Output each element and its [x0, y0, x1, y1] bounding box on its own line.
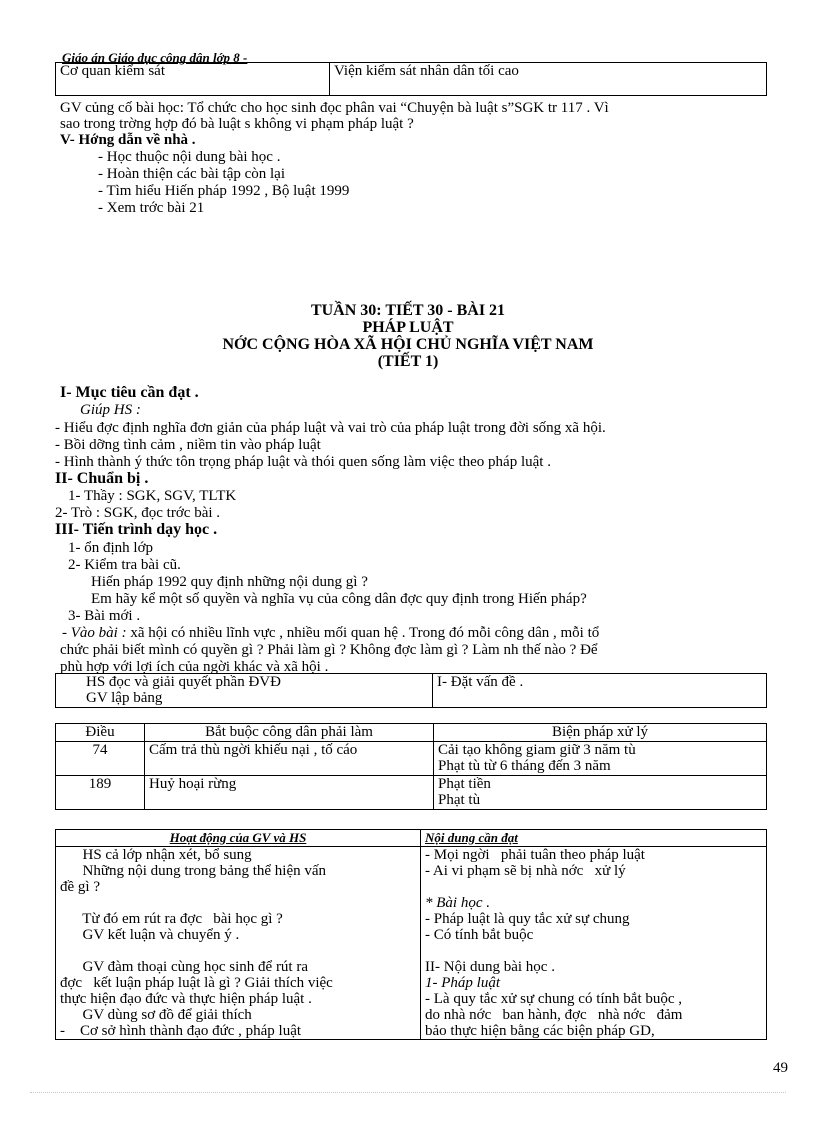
- lesson-title: TUẦN 30: TIẾT 30 - BÀI 21: [310, 302, 506, 319]
- page-footer-divider: [30, 1092, 786, 1093]
- review-question: Em hãy kể một số quyền và nghĩa vụ của công dân đợc quy định trong Hiến pháp?: [91, 591, 587, 607]
- law-measure: Phạt tiền: [438, 776, 491, 792]
- page-header: Giáo án Giáo dục công dân lớp 8 -: [62, 50, 248, 65]
- law-header: Bắt buộc công dân phải làm: [145, 724, 434, 742]
- law-table: [55, 723, 767, 810]
- homework-item: - Hoàn thiện các bài tập còn lại: [98, 166, 286, 182]
- activity-line: 1- Pháp luật: [425, 975, 500, 991]
- activity-line: đề gì ?: [60, 879, 100, 895]
- activity-line: [425, 943, 762, 959]
- law-measure: Phạt tù: [438, 792, 481, 808]
- law-header: Biện pháp xử lý: [434, 724, 767, 742]
- activity-line: GV kết luận và chuyển ý .: [60, 927, 240, 943]
- section-title: I- Mục tiêu cần đạt .: [60, 384, 199, 401]
- activity-line: II- Nội dung bài học .: [425, 959, 555, 975]
- activity-line: đợc kết luận pháp luật là gì ? Giải thích việc: [60, 975, 333, 991]
- law-cell: [434, 776, 767, 810]
- section-subtitle: Giúp HS :: [80, 402, 141, 418]
- authority-cell: Viện kiểm sát nhân dân tối cao: [330, 63, 767, 96]
- objective-item: - Bồi dỡng tình cảm , niềm tin vào pháp luật: [55, 437, 321, 453]
- prep-item: 1- Thầy : SGK, SGV, TLTK: [68, 488, 237, 504]
- law-measure: Cải tạo không giam giữ 3 năm tù: [438, 742, 636, 758]
- law-cell: Huỷ hoại rừng: [145, 776, 434, 810]
- activity-line: [60, 943, 416, 959]
- activity-line: GV đàm thoại cùng học sinh để rút ra: [60, 959, 309, 975]
- activity-line: - Pháp luật là quy tắc xử sự chung: [425, 911, 630, 927]
- dvd-left-cell: [56, 674, 433, 708]
- activity-table: [55, 829, 767, 1040]
- dvd-left-line: HS đọc và giải quyết phần ĐVĐ: [86, 674, 281, 690]
- activity-header-text: Hoạt động của GV và HS: [169, 830, 307, 845]
- activity-line: HS cả lớp nhận xét, bổ sung: [60, 847, 252, 863]
- homework-title: V- Hớng dẫn về nhà .: [60, 132, 196, 148]
- intro-line: [62, 625, 599, 641]
- activity-line: - Là quy tắc xử sự chung có tính bắt buộc ,: [425, 991, 683, 1007]
- intro-line: chức phải biết mình có quyền gì ? Phải làm gì ? Không đợc làm gì ? Làm nh thế nào ? Để: [60, 642, 598, 658]
- process-item: 3- Bài mới .: [68, 608, 141, 624]
- activity-line: bảo thực hiện bằng các biện pháp GD,: [425, 1023, 655, 1039]
- law-cell: [434, 742, 767, 776]
- activity-line: [425, 879, 762, 895]
- law-header: Điều: [56, 724, 145, 742]
- section-title: II- Chuẩn bị .: [55, 470, 149, 487]
- process-item: 1- ổn định lớp: [68, 540, 154, 556]
- homework-item: - Tìm hiểu Hiến pháp 1992 , Bộ luật 1999: [98, 183, 350, 199]
- page-number: 49: [773, 1060, 788, 1076]
- activity-line: [60, 895, 416, 911]
- review-line: GV củng cố bài học: Tổ chức cho học sinh đọc phân vai “Chuyện bà luật s”SGK tr 117 . Vì: [60, 100, 609, 116]
- law-cell: 74: [56, 742, 145, 776]
- dvd-left-line: GV lập bảng: [86, 690, 163, 706]
- lesson-title: NỚC CỘNG HÒA XÃ HỘI CHỦ NGHĨA VIỆT NAM: [222, 336, 594, 353]
- intro-line: phù hợp với lợi ích của ngời khác và xã hội .: [60, 659, 329, 675]
- activity-line: thực hiện đạo đức và thực hiện pháp luật .: [60, 991, 312, 1007]
- lesson-title: PHÁP LUẬT: [362, 319, 454, 336]
- law-cell: 189: [56, 776, 145, 810]
- process-item: 2- Kiểm tra bài cũ.: [68, 557, 181, 573]
- intro-label: - Vào bài :: [62, 625, 127, 641]
- objective-item: - Hình thành ý thức tôn trọng pháp luật và thói quen sống làm việc theo pháp luật .: [55, 454, 551, 470]
- dvd-table: [55, 673, 767, 708]
- homework-item: - Xem trớc bài 21: [98, 200, 205, 216]
- intro-text: xã hội có nhiều lĩnh vực , nhiều mối quan hệ . Trong đó mỗi công dân , mỗi tổ: [126, 625, 600, 641]
- authority-table: [55, 62, 767, 96]
- dvd-right-cell: I- Đặt vấn đề .: [433, 674, 767, 708]
- activity-header: [421, 830, 767, 847]
- activity-line: - Mọi ngời phải tuân theo pháp luật: [425, 847, 645, 863]
- activity-left-cell: [56, 847, 421, 1040]
- activity-line: do nhà nớc ban hành, đợc nhà nớc đảm: [425, 1007, 683, 1023]
- activity-line: * Bài học .: [425, 895, 490, 911]
- law-measure: Phạt tù từ 6 tháng đến 3 năm: [438, 758, 611, 774]
- activity-line: Từ đó em rút ra đợc bài học gì ?: [60, 911, 283, 927]
- activity-header: [56, 830, 421, 847]
- activity-line: GV dùng sơ đồ để giải thích: [60, 1007, 252, 1023]
- section-title: III- Tiến trình dạy học .: [55, 521, 218, 538]
- law-cell: Cấm trả thù ngời khiếu nại , tố cáo: [145, 742, 434, 776]
- activity-line: - Ai vi phạm sẽ bị nhà nớc xử lý: [425, 863, 626, 879]
- activity-right-cell: [421, 847, 767, 1040]
- activity-line: - Cơ sở hình thành đạo đức , pháp luật: [60, 1023, 302, 1039]
- activity-header-text: Nội dung cần đạt: [425, 830, 518, 845]
- homework-item: - Học thuộc nội dung bài học .: [98, 149, 281, 165]
- authority-cell: Cơ quan kiểm sát: [56, 63, 330, 96]
- prep-item: 2- Trò : SGK, đọc trớc bài .: [55, 505, 221, 521]
- review-line: sao trong trờng hợp đó bà luật s không vi phạm pháp luật ?: [60, 116, 414, 132]
- review-question: Hiến pháp 1992 quy định những nội dung gì ?: [91, 574, 368, 590]
- objective-item: - Hiểu đợc định nghĩa đơn giản của pháp luật và vai trò của pháp luật trong đời sống xã hội.: [55, 420, 606, 436]
- lesson-title: (TIẾT 1): [377, 353, 439, 370]
- activity-line: - Có tính bắt buộc: [425, 927, 534, 943]
- activity-line: Những nội dung trong bảng thể hiện vấn: [60, 863, 327, 879]
